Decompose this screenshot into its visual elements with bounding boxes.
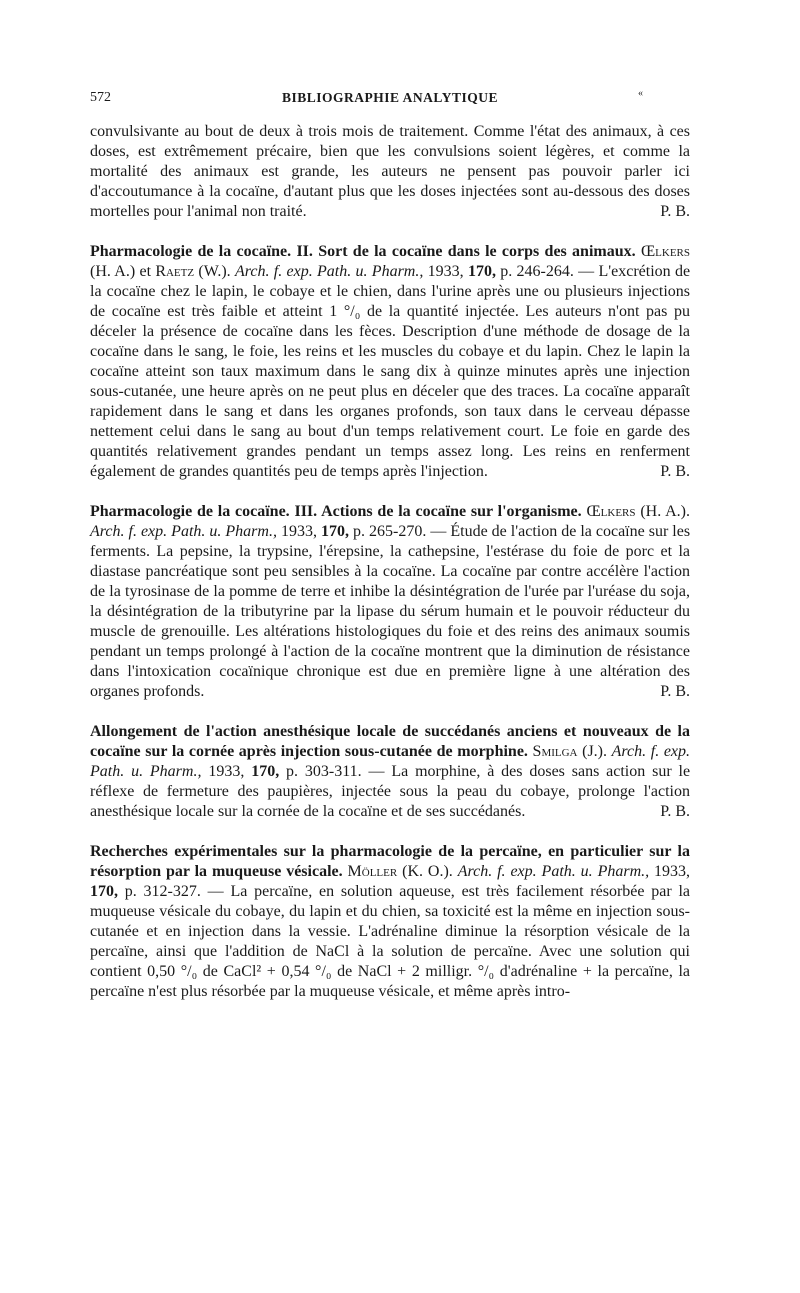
entry-journal: Arch. f. exp. Path. u. Pharm., [90, 743, 691, 780]
entry-author: Raetz [155, 263, 195, 280]
entry-volume: 170, [467, 263, 496, 280]
entry-text: La percaïne, en solution aqueuse, est très facilement résorbée par la muqueuse vésicale du cobaye, du lapin et du chien, sa toxicité est la même en injection sous-cutanée et en injection dans la vessie. L'adrénaline diminue la résorption vésicale de la percaïne, ainsi que l'addition de NaCl à la solution de percaïne. Avec une solution qui contient 0,50 °/₀ de CaCl² + 0,54 °/₀ de NaCl + 2 milligr. °/₀ d'adrénaline + la percaïne, la percaïne n'est plus résorbée par la muqueuse vésicale, et même après intro- [90, 883, 691, 1000]
entry-pages: p. 312-327. — [124, 883, 224, 900]
entry-author-initials: (J.). [582, 743, 608, 760]
abstract-entry [90, 502, 690, 702]
entry-volume: 170, [320, 523, 349, 540]
entry-author-initials: (K. O.). [402, 863, 453, 880]
abstract-entry [90, 842, 690, 1002]
signature: P. B. [660, 203, 690, 220]
entry-text: L'excrétion de la cocaïne chez le lapin, le cobaye et le chien, dans l'urine après une ou plusieurs injections de cocaïne est très faible et atteint 1 °/₀ de la quantité injectée. Les auteurs n'ont pas pu déceler la présence de cocaïne dans les fèces. Description d'une méthode de dosage de la cocaïne dans le sang, le foie, les reins et les muscles du cobaye et du lapin. Chez le lapin la cocaïne atteint son taux maximum dans le sang dix à quinze minutes après une injection sous-cutanée, une heure après on ne peut plus en déceler que des traces. La cocaïne apparaît rapidement dans le sang et dans les organes profonds, son taux dans le cerveau dépasse nettement celui dans le sang au bout d'un temps relativement court. Le foie en garde des quantités relativement grandes pendant un temps assez long. Les reins en renferment également de grandes quantités peu de temps après l'injection. [90, 263, 691, 480]
entry-year: 1933, [654, 863, 691, 880]
entry-journal: Arch. f. exp. Path. u. Pharm., [90, 523, 277, 540]
entry-author-initials: (H. A.) et [90, 263, 152, 280]
signature: P. B. [660, 803, 690, 820]
entry-volume: 170, [90, 883, 118, 900]
entry-author-initials: (W.). [198, 263, 231, 280]
entry-author: Œlkers [586, 503, 636, 520]
signature: P. B. [660, 463, 690, 480]
entry-pages: p. 265-270. — [353, 523, 447, 540]
continuation-paragraph [90, 122, 690, 222]
running-header [90, 90, 690, 114]
entry-text: La morphine, à des doses sans action sur le réflexe de fermeture des paupières, injectée sous la peau du cobaye, prolonge l'action anesthésique locale sur la cornée de la cocaïne et de ses succédanés. [90, 763, 691, 820]
entry-author-initials: (H. A.). [640, 503, 690, 520]
entry-author: Œlkers [640, 243, 691, 260]
entry-pages: p. 246-264. — [500, 263, 595, 280]
entry-title: Allongement de l'action anesthésique locale de succédanés anciens et nouveaux de la cocaïne sur la cornée après injection sous-cutanée de morphine. [90, 723, 690, 760]
entry-year: 1933, [427, 263, 464, 280]
entry-author: Smilga [532, 743, 578, 760]
entry-volume: 170, [251, 763, 280, 780]
page-number: 572 [90, 90, 111, 105]
continuation-text: convulsivante au bout de deux à trois mois de traitement. Comme l'état des animaux, à ces doses, est extrêmement précaire, bien que les convulsions soient légères, et comme la mortalité des animaux est grande, les auteurs ne pensent pas pouvoir parler ici d'accoutumance à la cocaïne, d'autant plus que les doses injectées sont au-dessous des doses mortelles pour l'animal non traité. [90, 123, 690, 220]
entry-journal: Arch. f. exp. Path. u. Pharm., [457, 863, 650, 880]
entry-title: Recherches expérimentales sur la pharmacologie de la percaïne, en particulier sur la résorption par la muqueuse vésicale. [90, 843, 690, 880]
entry-title: Pharmacologie de la cocaïne. II. Sort de la cocaïne dans le corps des animaux. [90, 243, 636, 260]
entry-text: Étude de l'action de la cocaïne sur les ferments. La pepsine, la trypsine, l'érepsine, la cathepsine, l'estérase du foie de porc et la diastase pancréatique sont peu sensibles à la cocaïne. La cocaïne par contre accélère l'action de la tyrosinase de la pomme de terre et inhibe la désintégration de l'urée par l'uréase du soja, la désintégration de la tributyrine par la lipase du sérum humain et le pouvoir réducteur du muscle de grenouille. Les altérations histologiques du foie et des reins des animaux soumis pendant un temps prolongé à l'action de la cocaïne montrent que la diminution de résistance dans l'intoxication cocaïnique chronique est due en première ligne à une altération des organes profonds. [90, 523, 691, 700]
page-body [90, 122, 690, 1002]
entry-year: 1933, [280, 523, 317, 540]
entry-author: Möller [347, 863, 398, 880]
running-title: BIBLIOGRAPHIE ANALYTIQUE [282, 90, 498, 105]
entry-journal: Arch. f. exp. Path. u. Pharm., [234, 263, 424, 280]
entry-year: 1933, [208, 763, 245, 780]
abstract-entry [90, 242, 690, 482]
header-mark: « [638, 88, 643, 99]
entry-pages: p. 303-311. — [286, 763, 385, 780]
entry-title: Pharmacologie de la cocaïne. III. Actions de la cocaïne sur l'organisme. [90, 503, 582, 520]
signature: P. B. [660, 683, 690, 700]
abstract-entry [90, 722, 690, 822]
